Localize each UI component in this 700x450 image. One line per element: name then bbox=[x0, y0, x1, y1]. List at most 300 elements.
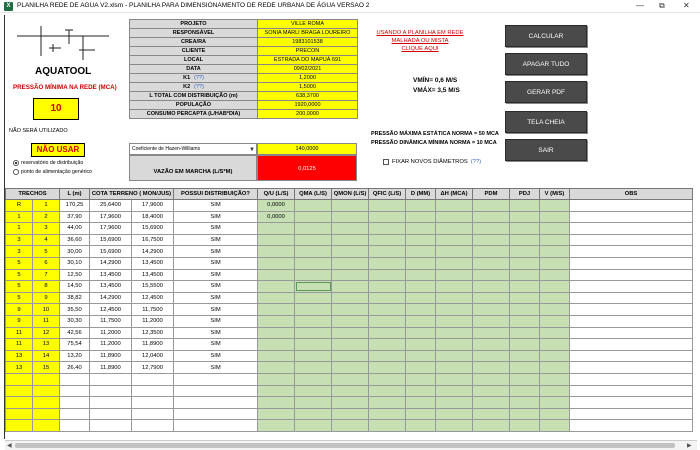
table-cell[interactable] bbox=[369, 281, 406, 293]
chevron-down-icon[interactable]: ▼ bbox=[249, 147, 255, 153]
table-cell[interactable]: 13,4500 bbox=[132, 257, 174, 269]
table-cell[interactable] bbox=[436, 420, 473, 432]
table-cell[interactable]: 25,6400 bbox=[90, 200, 132, 212]
table-cell[interactable] bbox=[258, 292, 295, 304]
table-cell[interactable] bbox=[510, 327, 540, 339]
table-cell[interactable]: 11 bbox=[6, 327, 33, 339]
table-cell[interactable]: 38,82 bbox=[60, 292, 90, 304]
table-cell[interactable] bbox=[295, 292, 332, 304]
table-cell[interactable] bbox=[436, 339, 473, 351]
table-cell[interactable] bbox=[570, 350, 693, 362]
table-cell[interactable]: 5 bbox=[6, 292, 33, 304]
table-cell[interactable] bbox=[406, 397, 436, 409]
table-cell[interactable] bbox=[332, 234, 369, 246]
table-cell[interactable] bbox=[174, 385, 258, 397]
generate-pdf-button[interactable]: GERAR PDF bbox=[505, 81, 587, 103]
table-cell[interactable]: SIM bbox=[174, 223, 258, 235]
table-cell[interactable] bbox=[258, 339, 295, 351]
table-cell[interactable] bbox=[332, 292, 369, 304]
table-cell[interactable]: 5 bbox=[6, 269, 33, 281]
table-cell[interactable] bbox=[510, 339, 540, 351]
table-cell[interactable] bbox=[510, 362, 540, 374]
table-cell[interactable]: 14,2900 bbox=[132, 246, 174, 258]
table-cell[interactable] bbox=[258, 281, 295, 293]
table-cell[interactable] bbox=[510, 269, 540, 281]
table-cell[interactable] bbox=[295, 200, 332, 212]
scrollbar-thumb[interactable] bbox=[15, 443, 675, 448]
table-cell[interactable] bbox=[540, 292, 570, 304]
table-cell[interactable]: 30,00 bbox=[60, 246, 90, 258]
table-cell[interactable] bbox=[436, 327, 473, 339]
fix-diameters-checkbox[interactable] bbox=[383, 159, 481, 165]
table-cell[interactable] bbox=[406, 327, 436, 339]
table-cell[interactable]: 37,90 bbox=[60, 211, 90, 223]
table-cell[interactable]: 36,60 bbox=[60, 234, 90, 246]
table-cell[interactable] bbox=[332, 385, 369, 397]
table-cell[interactable] bbox=[406, 211, 436, 223]
table-cell[interactable] bbox=[473, 269, 510, 281]
table-cell[interactable]: 3 bbox=[6, 234, 33, 246]
table-cell[interactable] bbox=[258, 327, 295, 339]
minimize-icon[interactable]: — bbox=[636, 1, 644, 10]
table-cell[interactable] bbox=[406, 223, 436, 235]
table-cell[interactable] bbox=[510, 246, 540, 258]
table-cell[interactable] bbox=[132, 397, 174, 409]
table-cell[interactable] bbox=[295, 304, 332, 316]
table-cell[interactable]: 11,7500 bbox=[90, 315, 132, 327]
table-cell[interactable] bbox=[295, 315, 332, 327]
table-cell[interactable]: 15,6900 bbox=[90, 234, 132, 246]
table-cell[interactable] bbox=[132, 385, 174, 397]
table-cell[interactable] bbox=[540, 234, 570, 246]
info-value[interactable]: VILLE ROMA bbox=[258, 20, 358, 29]
table-cell[interactable] bbox=[369, 408, 406, 420]
info-value[interactable]: 1983101538 bbox=[258, 38, 358, 47]
table-cell[interactable] bbox=[473, 408, 510, 420]
table-cell[interactable] bbox=[570, 223, 693, 235]
info-value[interactable]: 1,2000 bbox=[258, 74, 358, 83]
table-cell[interactable] bbox=[295, 223, 332, 235]
table-cell[interactable] bbox=[540, 385, 570, 397]
table-cell[interactable] bbox=[33, 397, 60, 409]
table-cell[interactable]: 13 bbox=[6, 350, 33, 362]
table-cell[interactable] bbox=[510, 304, 540, 316]
table-cell[interactable] bbox=[510, 281, 540, 293]
horizontal-scrollbar[interactable] bbox=[5, 440, 697, 450]
table-cell[interactable]: 12,0400 bbox=[132, 350, 174, 362]
table-cell[interactable] bbox=[369, 397, 406, 409]
table-cell[interactable]: SIM bbox=[174, 304, 258, 316]
table-cell[interactable] bbox=[436, 200, 473, 212]
calculate-button[interactable]: CALCULAR bbox=[505, 25, 587, 47]
network-mode-link[interactable] bbox=[365, 29, 475, 53]
table-cell[interactable]: 44,00 bbox=[60, 223, 90, 235]
table-cell[interactable] bbox=[258, 257, 295, 269]
table-cell[interactable]: SIM bbox=[174, 339, 258, 351]
table-cell[interactable]: SIM bbox=[174, 350, 258, 362]
table-cell[interactable] bbox=[406, 362, 436, 374]
table-cell[interactable] bbox=[570, 408, 693, 420]
radio-reservoir[interactable] bbox=[13, 160, 83, 166]
table-cell[interactable]: SIM bbox=[174, 234, 258, 246]
table-cell[interactable] bbox=[258, 223, 295, 235]
coefficient-value[interactable]: 140,0000 bbox=[257, 143, 357, 155]
table-cell[interactable]: 17,9600 bbox=[90, 211, 132, 223]
table-cell[interactable]: 16,7500 bbox=[132, 234, 174, 246]
table-cell[interactable] bbox=[570, 315, 693, 327]
table-cell[interactable] bbox=[332, 257, 369, 269]
table-cell[interactable] bbox=[332, 211, 369, 223]
table-cell[interactable] bbox=[332, 373, 369, 385]
table-cell[interactable] bbox=[570, 200, 693, 212]
table-cell[interactable] bbox=[174, 397, 258, 409]
table-cell[interactable] bbox=[510, 373, 540, 385]
table-cell[interactable] bbox=[369, 420, 406, 432]
table-cell[interactable]: 12,4500 bbox=[90, 304, 132, 316]
table-cell[interactable] bbox=[510, 408, 540, 420]
table-cell[interactable] bbox=[60, 385, 90, 397]
table-cell[interactable] bbox=[570, 281, 693, 293]
table-cell[interactable]: 11 bbox=[6, 339, 33, 351]
table-cell[interactable] bbox=[406, 200, 436, 212]
table-cell[interactable] bbox=[6, 385, 33, 397]
info-value[interactable]: 09/02/2021 bbox=[258, 65, 358, 74]
table-cell[interactable]: 12,50 bbox=[60, 269, 90, 281]
table-cell[interactable] bbox=[132, 408, 174, 420]
table-cell[interactable] bbox=[258, 408, 295, 420]
table-cell[interactable] bbox=[258, 373, 295, 385]
table-cell[interactable]: 12,3500 bbox=[132, 327, 174, 339]
table-cell[interactable] bbox=[406, 292, 436, 304]
table-cell[interactable] bbox=[406, 281, 436, 293]
table-cell[interactable] bbox=[258, 362, 295, 374]
help-link[interactable]: (??) bbox=[470, 159, 482, 165]
coefficient-select[interactable] bbox=[129, 143, 257, 155]
restore-icon[interactable]: ⧉ bbox=[659, 1, 665, 10]
table-cell[interactable]: SIM bbox=[174, 200, 258, 212]
table-cell[interactable]: 10 bbox=[33, 304, 60, 316]
table-cell[interactable] bbox=[570, 397, 693, 409]
table-cell[interactable] bbox=[295, 350, 332, 362]
table-cell[interactable]: 5 bbox=[6, 281, 33, 293]
table-cell[interactable] bbox=[295, 408, 332, 420]
table-cell[interactable] bbox=[473, 327, 510, 339]
radio-generic[interactable] bbox=[13, 169, 92, 175]
table-cell[interactable] bbox=[540, 327, 570, 339]
table-cell[interactable]: SIM bbox=[174, 246, 258, 258]
table-cell[interactable] bbox=[369, 315, 406, 327]
table-cell[interactable]: 1 bbox=[6, 223, 33, 235]
table-cell[interactable] bbox=[295, 397, 332, 409]
table-cell[interactable] bbox=[473, 362, 510, 374]
table-cell[interactable]: 9 bbox=[6, 315, 33, 327]
table-cell[interactable] bbox=[540, 397, 570, 409]
table-cell[interactable] bbox=[6, 373, 33, 385]
table-cell[interactable] bbox=[510, 350, 540, 362]
table-cell[interactable] bbox=[332, 223, 369, 235]
table-cell[interactable] bbox=[406, 315, 436, 327]
table-cell[interactable]: 35,50 bbox=[60, 304, 90, 316]
table-cell[interactable]: 8 bbox=[33, 281, 60, 293]
table-cell[interactable]: SIM bbox=[174, 362, 258, 374]
table-cell[interactable] bbox=[369, 339, 406, 351]
table-cell[interactable]: 14,50 bbox=[60, 281, 90, 293]
table-cell[interactable] bbox=[60, 373, 90, 385]
table-cell[interactable] bbox=[33, 408, 60, 420]
table-cell[interactable] bbox=[436, 385, 473, 397]
table-cell[interactable] bbox=[540, 373, 570, 385]
table-cell[interactable] bbox=[473, 373, 510, 385]
table-cell[interactable] bbox=[436, 292, 473, 304]
table-cell[interactable] bbox=[510, 257, 540, 269]
table-cell[interactable] bbox=[540, 246, 570, 258]
table-cell[interactable] bbox=[258, 397, 295, 409]
table-cell[interactable]: 11,7500 bbox=[132, 304, 174, 316]
table-cell[interactable] bbox=[473, 281, 510, 293]
table-cell[interactable] bbox=[570, 420, 693, 432]
table-cell[interactable] bbox=[406, 339, 436, 351]
table-cell[interactable] bbox=[60, 420, 90, 432]
info-value[interactable]: SONIA MARLI BRAGA LOUREIRO bbox=[258, 29, 358, 38]
table-cell[interactable] bbox=[510, 385, 540, 397]
table-cell[interactable] bbox=[540, 350, 570, 362]
table-cell[interactable]: 4 bbox=[33, 234, 60, 246]
table-cell[interactable] bbox=[473, 211, 510, 223]
table-cell[interactable] bbox=[540, 281, 570, 293]
table-cell[interactable] bbox=[332, 420, 369, 432]
table-cell[interactable] bbox=[258, 385, 295, 397]
table-cell[interactable] bbox=[369, 200, 406, 212]
table-cell[interactable] bbox=[540, 420, 570, 432]
table-cell[interactable]: SIM bbox=[174, 269, 258, 281]
table-cell[interactable] bbox=[295, 281, 332, 293]
table-cell[interactable] bbox=[90, 373, 132, 385]
table-cell[interactable] bbox=[369, 385, 406, 397]
table-cell[interactable] bbox=[570, 211, 693, 223]
table-cell[interactable]: 6 bbox=[33, 257, 60, 269]
table-cell[interactable] bbox=[332, 408, 369, 420]
table-cell[interactable] bbox=[436, 246, 473, 258]
table-cell[interactable]: 12,4500 bbox=[132, 292, 174, 304]
table-cell[interactable] bbox=[295, 362, 332, 374]
close-icon[interactable]: ✕ bbox=[683, 1, 690, 10]
table-cell[interactable] bbox=[295, 385, 332, 397]
info-value[interactable]: 638,3700 bbox=[258, 92, 358, 101]
table-cell[interactable]: 15,6900 bbox=[132, 223, 174, 235]
table-cell[interactable] bbox=[473, 339, 510, 351]
table-cell[interactable] bbox=[332, 339, 369, 351]
table-cell[interactable] bbox=[332, 350, 369, 362]
table-cell[interactable] bbox=[570, 373, 693, 385]
table-cell[interactable] bbox=[6, 408, 33, 420]
table-cell[interactable]: 170,25 bbox=[60, 200, 90, 212]
table-cell[interactable] bbox=[332, 281, 369, 293]
clear-all-button[interactable]: APAGAR TUDO bbox=[505, 53, 587, 75]
table-cell[interactable] bbox=[540, 200, 570, 212]
table-cell[interactable] bbox=[510, 211, 540, 223]
table-cell[interactable]: 11,2000 bbox=[132, 315, 174, 327]
table-cell[interactable]: 13 bbox=[6, 362, 33, 374]
table-cell[interactable]: 14 bbox=[33, 350, 60, 362]
table-cell[interactable]: 0,0000 bbox=[258, 211, 295, 223]
table-cell[interactable] bbox=[510, 315, 540, 327]
table-cell[interactable] bbox=[369, 246, 406, 258]
table-cell[interactable] bbox=[540, 223, 570, 235]
table-cell[interactable] bbox=[369, 223, 406, 235]
table-cell[interactable] bbox=[369, 257, 406, 269]
table-cell[interactable] bbox=[436, 397, 473, 409]
table-cell[interactable]: 7 bbox=[33, 269, 60, 281]
info-value[interactable]: 1920,0000 bbox=[258, 101, 358, 110]
table-cell[interactable] bbox=[436, 350, 473, 362]
table-cell[interactable] bbox=[473, 350, 510, 362]
table-cell[interactable] bbox=[406, 420, 436, 432]
table-cell[interactable]: 11 bbox=[33, 315, 60, 327]
table-cell[interactable] bbox=[473, 234, 510, 246]
table-cell[interactable] bbox=[369, 373, 406, 385]
table-cell[interactable] bbox=[473, 223, 510, 235]
table-cell[interactable] bbox=[570, 246, 693, 258]
table-cell[interactable] bbox=[369, 362, 406, 374]
min-pressure-field[interactable]: 10 bbox=[33, 98, 79, 120]
table-cell[interactable] bbox=[436, 234, 473, 246]
table-cell[interactable] bbox=[570, 257, 693, 269]
table-cell[interactable]: 12 bbox=[33, 327, 60, 339]
table-cell[interactable] bbox=[33, 420, 60, 432]
table-cell[interactable] bbox=[258, 420, 295, 432]
table-cell[interactable] bbox=[369, 327, 406, 339]
table-cell[interactable]: 30,30 bbox=[60, 315, 90, 327]
table-cell[interactable] bbox=[132, 420, 174, 432]
table-cell[interactable]: 0,0000 bbox=[258, 200, 295, 212]
info-value[interactable]: 200,0000 bbox=[258, 110, 358, 119]
table-cell[interactable] bbox=[570, 234, 693, 246]
table-cell[interactable] bbox=[6, 397, 33, 409]
table-cell[interactable]: SIM bbox=[174, 211, 258, 223]
table-cell[interactable] bbox=[258, 234, 295, 246]
checkbox-icon[interactable] bbox=[383, 159, 389, 165]
table-cell[interactable]: SIM bbox=[174, 327, 258, 339]
table-cell[interactable] bbox=[436, 281, 473, 293]
table-cell[interactable]: 9 bbox=[6, 304, 33, 316]
table-cell[interactable] bbox=[510, 223, 540, 235]
table-cell[interactable] bbox=[332, 269, 369, 281]
table-cell[interactable]: 13,4500 bbox=[132, 269, 174, 281]
table-cell[interactable] bbox=[473, 315, 510, 327]
table-cell[interactable] bbox=[295, 327, 332, 339]
table-cell[interactable]: 1 bbox=[33, 200, 60, 212]
table-cell[interactable]: SIM bbox=[174, 315, 258, 327]
table-cell[interactable] bbox=[33, 373, 60, 385]
table-cell[interactable] bbox=[369, 269, 406, 281]
info-value[interactable]: PRECON bbox=[258, 47, 358, 56]
table-cell[interactable]: 5 bbox=[6, 257, 33, 269]
table-cell[interactable] bbox=[295, 211, 332, 223]
table-cell[interactable] bbox=[295, 234, 332, 246]
table-cell[interactable]: 15,6900 bbox=[90, 246, 132, 258]
table-cell[interactable]: 11,8900 bbox=[132, 339, 174, 351]
table-cell[interactable] bbox=[473, 420, 510, 432]
table-cell[interactable] bbox=[369, 304, 406, 316]
table-cell[interactable] bbox=[369, 350, 406, 362]
table-cell[interactable]: 13,4500 bbox=[90, 281, 132, 293]
table-cell[interactable]: 11,2000 bbox=[90, 327, 132, 339]
table-cell[interactable]: 3 bbox=[6, 246, 33, 258]
not-use-button[interactable]: NÃO USAR bbox=[31, 143, 85, 157]
table-cell[interactable]: 1 bbox=[6, 211, 33, 223]
table-cell[interactable] bbox=[570, 339, 693, 351]
table-cell[interactable] bbox=[258, 304, 295, 316]
table-cell[interactable] bbox=[436, 304, 473, 316]
table-cell[interactable] bbox=[436, 408, 473, 420]
table-cell[interactable] bbox=[473, 304, 510, 316]
table-cell[interactable] bbox=[33, 385, 60, 397]
table-cell[interactable] bbox=[436, 269, 473, 281]
table-cell[interactable]: 11,8900 bbox=[90, 350, 132, 362]
table-cell[interactable]: 17,9600 bbox=[90, 223, 132, 235]
table-cell[interactable] bbox=[90, 397, 132, 409]
table-cell[interactable]: 12,7900 bbox=[132, 362, 174, 374]
table-cell[interactable] bbox=[332, 246, 369, 258]
table-cell[interactable] bbox=[369, 234, 406, 246]
table-cell[interactable] bbox=[60, 408, 90, 420]
table-cell[interactable] bbox=[540, 304, 570, 316]
table-cell[interactable] bbox=[540, 362, 570, 374]
table-cell[interactable] bbox=[132, 373, 174, 385]
table-cell[interactable] bbox=[473, 200, 510, 212]
table-cell[interactable] bbox=[570, 327, 693, 339]
table-cell[interactable] bbox=[473, 397, 510, 409]
table-cell[interactable] bbox=[295, 269, 332, 281]
table-cell[interactable]: 15 bbox=[33, 362, 60, 374]
table-cell[interactable]: SIM bbox=[174, 257, 258, 269]
table-cell[interactable] bbox=[436, 257, 473, 269]
table-cell[interactable]: R bbox=[6, 200, 33, 212]
table-cell[interactable] bbox=[510, 200, 540, 212]
table-cell[interactable] bbox=[295, 257, 332, 269]
table-cell[interactable] bbox=[540, 339, 570, 351]
table-cell[interactable] bbox=[540, 211, 570, 223]
table-cell[interactable] bbox=[406, 234, 436, 246]
table-cell[interactable] bbox=[90, 385, 132, 397]
info-value[interactable]: 1,5000 bbox=[258, 83, 358, 92]
table-cell[interactable]: 5 bbox=[33, 246, 60, 258]
table-cell[interactable] bbox=[406, 257, 436, 269]
table-cell[interactable] bbox=[570, 385, 693, 397]
table-cell[interactable] bbox=[540, 257, 570, 269]
table-cell[interactable] bbox=[332, 362, 369, 374]
table-cell[interactable] bbox=[436, 362, 473, 374]
table-cell[interactable]: 11,8900 bbox=[90, 362, 132, 374]
table-cell[interactable] bbox=[295, 339, 332, 351]
table-cell[interactable] bbox=[436, 373, 473, 385]
table-cell[interactable] bbox=[436, 223, 473, 235]
table-cell[interactable] bbox=[332, 200, 369, 212]
table-cell[interactable]: SIM bbox=[174, 281, 258, 293]
table-cell[interactable]: 42,56 bbox=[60, 327, 90, 339]
table-cell[interactable] bbox=[473, 385, 510, 397]
table-cell[interactable] bbox=[332, 327, 369, 339]
table-cell[interactable] bbox=[436, 211, 473, 223]
table-cell[interactable] bbox=[570, 304, 693, 316]
table-cell[interactable] bbox=[295, 420, 332, 432]
table-cell[interactable] bbox=[570, 292, 693, 304]
table-cell[interactable] bbox=[473, 292, 510, 304]
exit-button[interactable]: SAIR bbox=[505, 139, 587, 161]
table-cell[interactable] bbox=[174, 408, 258, 420]
table-cell[interactable] bbox=[510, 234, 540, 246]
scroll-right-icon[interactable]: ▶ bbox=[687, 443, 692, 449]
